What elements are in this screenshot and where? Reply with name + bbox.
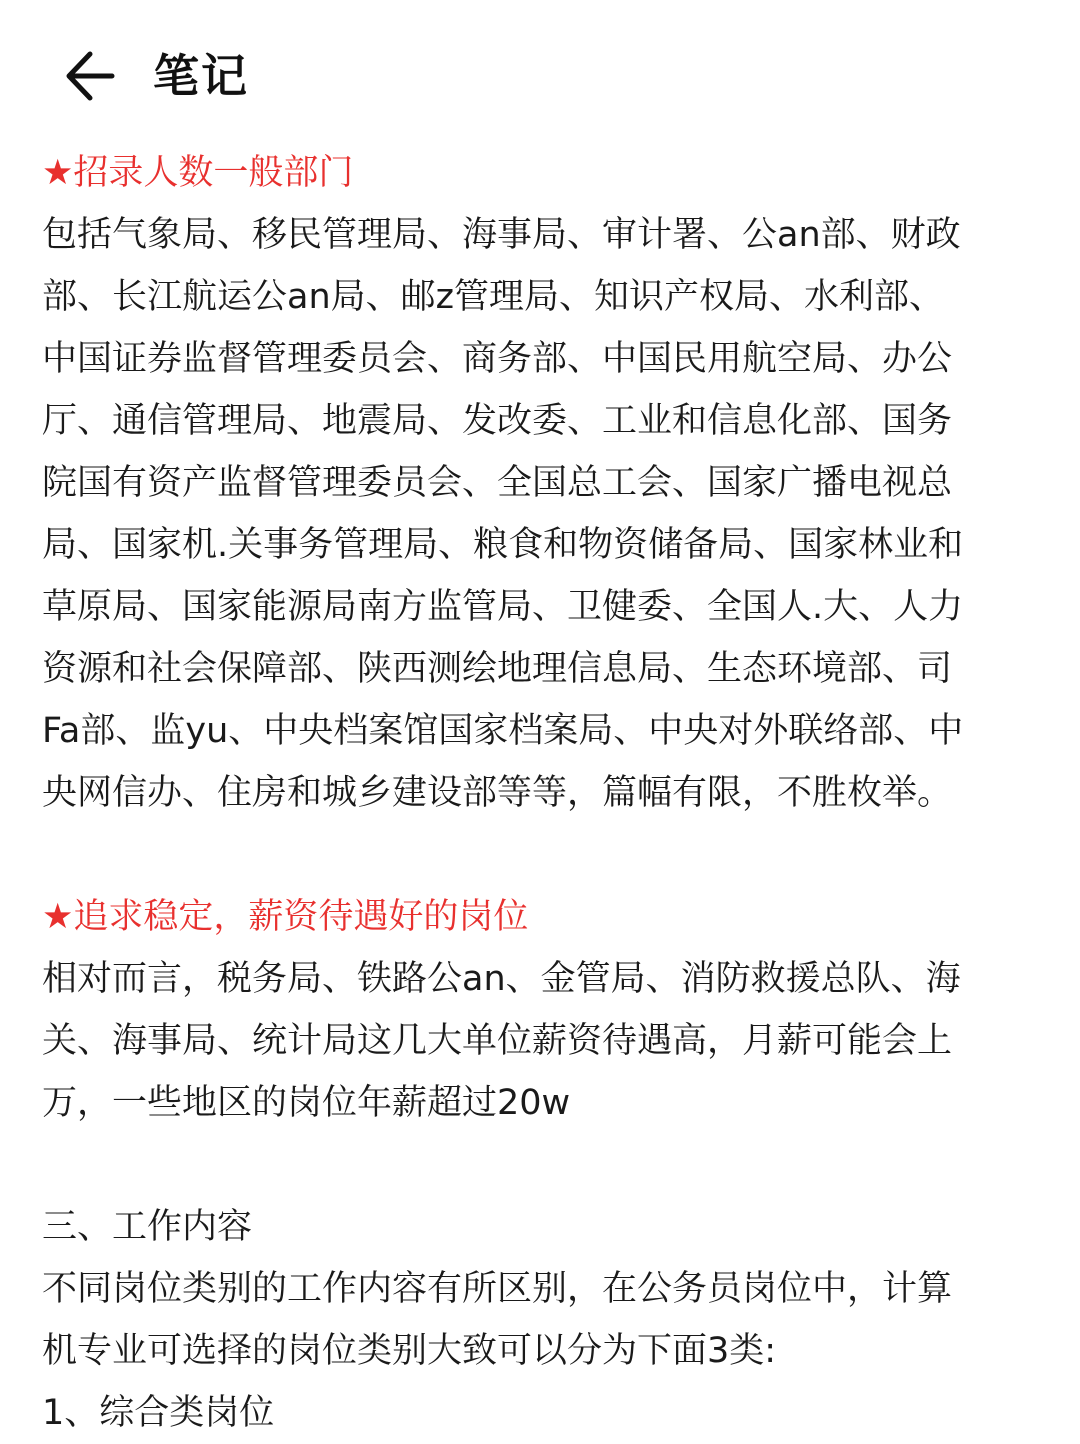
paragraph-line: Fa部、监yu、中央档案馆国家档案局、中央对外联络部、中 <box>42 711 964 751</box>
blank-line <box>42 1134 1042 1196</box>
blank-line <box>42 824 1042 886</box>
top-bar <box>0 0 1080 150</box>
page-title: 笔记 <box>153 49 249 103</box>
paragraph-line: 中国证券监督管理委员会、商务部、中国民用航空局、办公 <box>42 339 953 379</box>
paragraph-line: 1、综合类岗位 <box>42 1393 275 1433</box>
paragraph-line: 不同岗位类别的工作内容有所区别，在公务员岗位中，计算 <box>42 1269 953 1309</box>
section-work-content <box>42 1196 1042 1444</box>
arrow-left-icon <box>56 38 132 114</box>
paragraph-line: 相对而言，税务局、铁路公an、金管局、消防救援总队、海 <box>42 959 961 999</box>
section-heading: ★招录人数一般部门 <box>42 153 354 193</box>
back-button[interactable] <box>56 38 132 114</box>
section-heading: 三、工作内容 <box>42 1207 253 1247</box>
paragraph-line: 关、海事局、统计局这几大单位薪资待遇高，月薪可能会上 <box>42 1021 953 1061</box>
paragraph-line: 资源和社会保障部、陕西测绘地理信息局、生态环境部、司 <box>42 649 953 689</box>
paragraph-line: 包括气象局、移民管理局、海事局、审计署、公an部、财政 <box>42 215 961 255</box>
section-salary <box>42 886 1042 1134</box>
section-heading: ★追求稳定，薪资待遇好的岗位 <box>42 897 529 937</box>
paragraph-line: 部、长江航运公an局、邮z管理局、知识产权局、水利部、 <box>42 277 945 317</box>
paragraph-line: 机专业可选择的岗位类别大致可以分为下面3类: <box>42 1331 777 1371</box>
paragraph-line: 院国有资产监督管理委员会、全国总工会、国家广播电视总 <box>42 463 953 503</box>
paragraph-line: 草原局、国家能源局南方监管局、卫健委、全国人.大、人力 <box>42 587 964 627</box>
paragraph-line: 央网信办、住房和城乡建设部等等，篇幅有限，不胜枚举。 <box>42 773 953 813</box>
section-recruitment <box>42 142 1042 824</box>
paragraph-line: 厅、通信管理局、地震局、发改委、工业和信息化部、国务 <box>42 401 953 441</box>
paragraph-line: 局、国家机.关事务管理局、粮食和物资储备局、国家林业和 <box>42 525 964 565</box>
note-body <box>42 142 1042 1444</box>
paragraph-line: 万，一些地区的岗位年薪超过20w <box>42 1083 571 1123</box>
